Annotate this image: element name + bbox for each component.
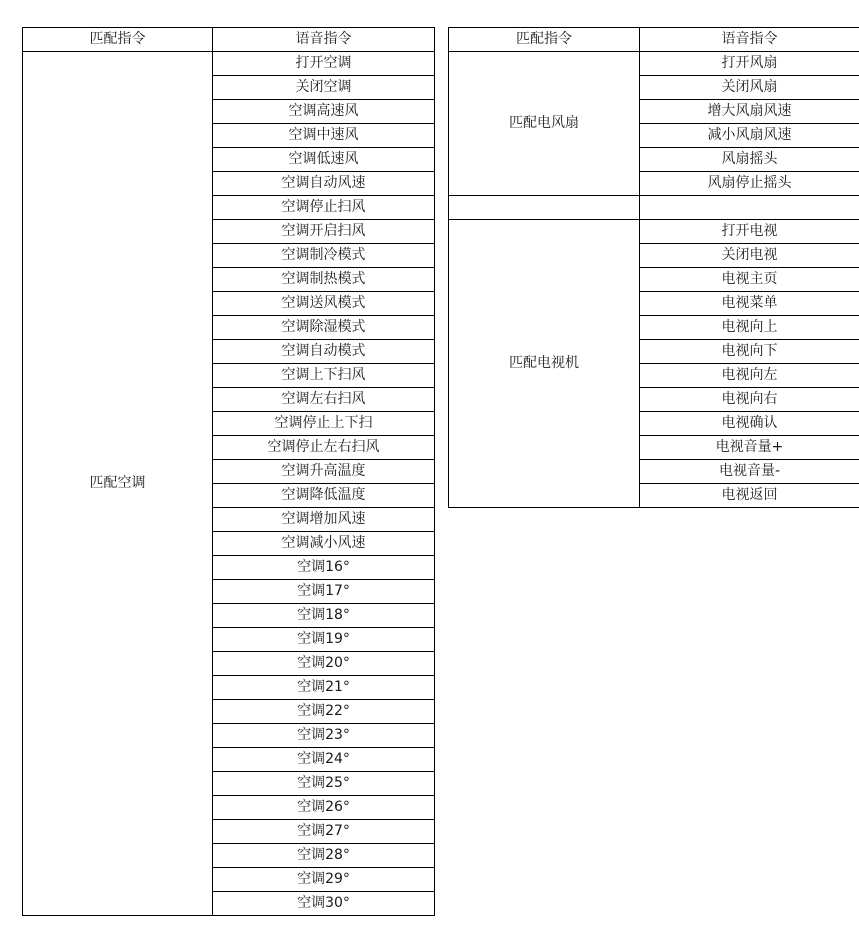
voice-command: 关闭空调 — [213, 76, 435, 100]
header-voice-command: 语音指令 — [213, 28, 435, 52]
voice-command: 空调18° — [213, 604, 435, 628]
voice-command: 电视主页 — [640, 268, 859, 292]
voice-command: 空调21° — [213, 676, 435, 700]
header-row — [23, 28, 435, 52]
voice-command: 电视向下 — [640, 340, 859, 364]
voice-command: 风扇停止摇头 — [640, 172, 859, 196]
empty-row — [449, 196, 859, 220]
header-voice-command: 语音指令 — [640, 28, 859, 52]
voice-command: 空调28° — [213, 844, 435, 868]
voice-command: 空调22° — [213, 700, 435, 724]
voice-command: 空调30° — [213, 892, 435, 916]
voice-command: 打开风扇 — [640, 52, 859, 76]
voice-command: 空调停止扫风 — [213, 196, 435, 220]
voice-command: 空调26° — [213, 796, 435, 820]
voice-command: 空调停止上下扫 — [213, 412, 435, 436]
voice-command: 空调27° — [213, 820, 435, 844]
voice-command: 空调中速风 — [213, 124, 435, 148]
voice-command: 空调上下扫风 — [213, 364, 435, 388]
header-row — [449, 28, 859, 52]
empty-cell — [640, 196, 859, 220]
match-command-group: 匹配电视机 — [449, 220, 640, 508]
voice-command: 空调降低温度 — [213, 484, 435, 508]
voice-command: 打开电视 — [640, 220, 859, 244]
voice-command: 电视音量+ — [640, 436, 859, 460]
voice-command: 空调左右扫风 — [213, 388, 435, 412]
voice-command: 空调除湿模式 — [213, 316, 435, 340]
header-match-command: 匹配指令 — [449, 28, 640, 52]
voice-command: 空调制热模式 — [213, 268, 435, 292]
header-match-command: 匹配指令 — [23, 28, 213, 52]
voice-command: 关闭电视 — [640, 244, 859, 268]
voice-command: 空调高速风 — [213, 100, 435, 124]
voice-command: 空调16° — [213, 556, 435, 580]
voice-command: 电视确认 — [640, 412, 859, 436]
voice-command: 空调19° — [213, 628, 435, 652]
voice-command: 电视向上 — [640, 316, 859, 340]
voice-command: 空调低速风 — [213, 148, 435, 172]
voice-command: 电视菜单 — [640, 292, 859, 316]
table-row — [449, 220, 859, 244]
fan-tv-command-table — [448, 27, 859, 508]
voice-command: 空调17° — [213, 580, 435, 604]
voice-command: 空调停止左右扫风 — [213, 436, 435, 460]
voice-command: 空调减小风速 — [213, 532, 435, 556]
voice-command: 增大风扇风速 — [640, 100, 859, 124]
voice-command: 空调自动风速 — [213, 172, 435, 196]
table-row — [449, 52, 859, 76]
voice-command: 电视返回 — [640, 484, 859, 508]
air-conditioner-command-table — [22, 27, 435, 916]
voice-command: 空调25° — [213, 772, 435, 796]
voice-command: 空调29° — [213, 868, 435, 892]
voice-command: 空调23° — [213, 724, 435, 748]
match-command-group: 匹配电风扇 — [449, 52, 640, 196]
voice-command: 空调20° — [213, 652, 435, 676]
empty-cell — [449, 196, 640, 220]
table-row — [23, 52, 435, 76]
voice-command: 风扇摇头 — [640, 148, 859, 172]
voice-command: 空调增加风速 — [213, 508, 435, 532]
voice-command: 空调送风模式 — [213, 292, 435, 316]
voice-command: 空调制冷模式 — [213, 244, 435, 268]
voice-command: 电视向右 — [640, 388, 859, 412]
match-command-group: 匹配空调 — [23, 52, 213, 916]
voice-command: 关闭风扇 — [640, 76, 859, 100]
voice-command: 电视音量- — [640, 460, 859, 484]
voice-command: 空调自动模式 — [213, 340, 435, 364]
voice-command: 打开空调 — [213, 52, 435, 76]
voice-command: 空调开启扫风 — [213, 220, 435, 244]
voice-command: 电视向左 — [640, 364, 859, 388]
voice-command: 空调升高温度 — [213, 460, 435, 484]
voice-command: 减小风扇风速 — [640, 124, 859, 148]
voice-command: 空调24° — [213, 748, 435, 772]
